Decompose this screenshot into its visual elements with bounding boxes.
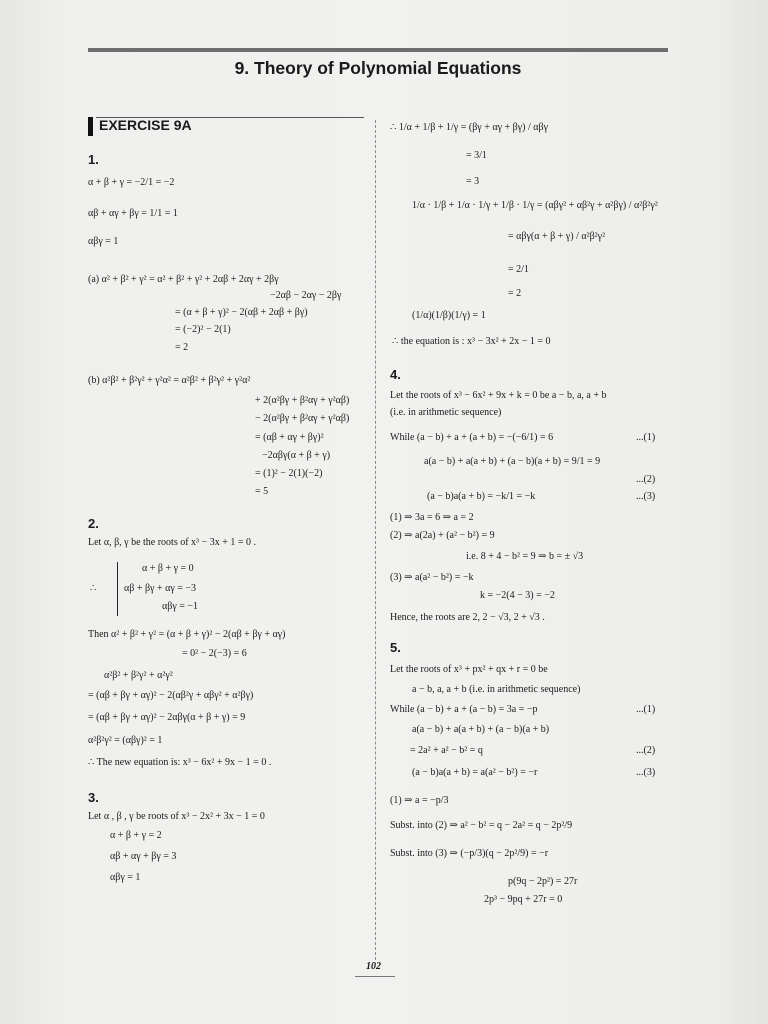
equation-line: α + β + γ = −2/1 = −2 [88,177,175,188]
exercise-title: EXERCISE 9A [99,117,192,133]
question-number: 4. [390,367,401,382]
system-brace [117,562,124,616]
equation-line: (a − b)a(a + b) = a(a² − b²) = −r [412,767,538,778]
equation-line: = (−2)² − 2(1) [175,324,231,335]
equation-line: − 2(α²βγ + β²αγ + γ²αβ) [255,413,350,424]
equation-line: = (1)² − 2(1)(−2) [255,468,323,479]
equation-line: While (a − b) + a + (a − b) = 3a = −p [390,704,538,715]
equation-line: Let the roots of x³ + px² + qx + r = 0 be [390,664,548,675]
equation-line: −2αβ − 2αγ − 2βγ [270,290,342,301]
equation-line: = (α + β + γ)² − 2(αβ + 2αβ + βγ) [175,307,308,318]
equation-line: αβγ = 1 [110,872,141,883]
equation-line: = 2 [508,288,522,299]
equation-label: ...(2) [636,745,656,756]
equation-line: 1/α · 1/β + 1/α · 1/γ + 1/β · 1/γ = (αβγ² + αβ²γ + α²βγ) / α²β²γ² [412,200,658,211]
equation-line: (b) α²β² + β²γ² + γ²α² = α²β² + β²γ² + γ²α² [88,375,251,386]
therefore-symbol: ∴ [90,583,97,594]
page-number: 102 [366,961,381,972]
equation-line: Let the roots of x³ − 6x² + 9x + k = 0 be a − b, a, a + b [390,390,607,401]
equation-line: ∴ 1/α + 1/β + 1/γ = (βγ + αγ + βγ) / αβγ [390,122,548,133]
equation-line: + 2(α²βγ + β²αγ + γ²αβ) [255,395,350,406]
question-number: 3. [88,790,99,805]
equation-line: = αβγ(α + β + γ) / α²β²γ² [508,231,606,242]
equation-line: α + β + γ = 2 [110,830,162,841]
question-number: 1. [88,152,99,167]
equation-line: = 3 [466,176,480,187]
equation-label: ...(3) [636,767,656,778]
equation-line: α²β²γ² = (αβγ)² = 1 [88,735,163,746]
equation-line: Hence, the roots are 2, 2 − √3, 2 + √3 . [390,612,545,623]
equation-line: (1) ⇒ a = −p/3 [390,795,449,806]
equation-line: Let α , β , γ be roots of x³ − 2x² + 3x − 1 = 0 [88,811,265,822]
top-rule [88,48,668,52]
equation-line: ∴ the equation is : x³ − 3x² + 2x − 1 = 0 [392,336,551,347]
question-number: 5. [390,640,401,655]
equation-line: (2) ⇒ a(2a) + (a² − b²) = 9 [390,530,495,541]
equation-line: α²β² + β²γ² + α²γ² [104,670,173,681]
equation-line: While (a − b) + a + (a + b) = −(−6/1) = 6 [390,432,554,443]
equation-line: = (αβ + βγ + αγ)² − 2(αβ²γ + αβγ² + α²βγ) [88,690,254,701]
equation-line: (1/α)(1/β)(1/γ) = 1 [412,310,486,321]
equation-line: Subst. into (2) ⇒ a² − b² = q − 2a² = q − 2p²/9 [390,820,573,831]
equation-line: a − b, a, a + b (i.e. in arithmetic sequence) [412,684,581,695]
equation-line: = 2/1 [508,264,529,275]
equation-line: k = −2(4 − 3) = −2 [480,590,555,601]
equation-line: ∴ The new equation is: x³ − 6x² + 9x − 1 = 0 . [88,757,272,768]
column-divider [375,120,376,960]
equation-label: ...(1) [636,432,656,443]
equation-line: = 3/1 [466,150,487,161]
equation-line: = 2a² + a² − b² = q [410,745,483,756]
equation-line: −2αβγ(α + β + γ) [262,450,331,461]
equation-line: = 2 [175,342,189,353]
equation-line: (a − b)a(a + b) = −k/1 = −k [427,491,536,502]
equation-line: = 0² − 2(−3) = 6 [182,648,247,659]
equation-line: (1) ⇒ 3a = 6 ⇒ a = 2 [390,512,474,523]
equation-line: i.e. 8 + 4 − b² = 9 ⇒ b = ± √3 [466,551,584,562]
question-number: 2. [88,516,99,531]
equation-line: αβ + βγ + αγ = −3 [124,583,197,594]
equation-line: αβγ = 1 [88,236,119,247]
page-title: 9. Theory of Polynomial Equations [234,58,522,78]
equation-line: αβγ = −1 [162,601,199,612]
equation-line: = (αβ + αγ + βγ)² [255,432,324,443]
equation-line: a(a − b) + a(a + b) + (a − b)(a + b) [412,724,550,735]
equation-label: ...(2) [636,474,656,485]
equation-line: αβ + αγ + βγ = 3 [110,851,177,862]
equation-line: α + β + γ = 0 [142,563,194,574]
equation-line: Let α, β, γ be the roots of x³ − 3x + 1 = 0 . [88,537,256,548]
equation-line: (i.e. in arithmetic sequence) [390,407,502,418]
equation-line: 2p³ − 9pq + 27r = 0 [484,894,563,905]
equation-label: ...(3) [636,491,656,502]
equation-line: p(9q − 2p²) = 27r [508,876,578,887]
equation-line: Then α² + β² + γ² = (α + β + γ)² − 2(αβ + βγ + αγ) [88,629,286,640]
equation-label: ...(1) [636,704,656,715]
page-number-rule [355,976,395,977]
equation-line: = (αβ + βγ + αγ)² − 2αβγ(α + β + γ) = 9 [88,712,246,723]
equation-line: (a) α² + β² + γ² = α² + β² + γ² + 2αβ + 2αγ + 2βγ [88,274,279,285]
equation-line: = 5 [255,486,269,497]
equation-line: Subst. into (3) ⇒ (−p/3)(q − 2p²/9) = −r [390,848,549,859]
equation-line: (3) ⇒ a(a² − b²) = −k [390,572,474,583]
equation-line: a(a − b) + a(a + b) + (a − b)(a + b) = 9/1 = 9 [424,456,601,467]
equation-line: αβ + αγ + βγ = 1/1 = 1 [88,208,178,219]
exercise-header-bar [88,117,93,136]
